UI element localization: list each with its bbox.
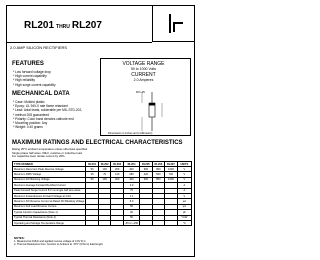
table-cell: °C/W — [177, 215, 191, 220]
table-cell: 50 — [86, 177, 99, 182]
table-row-label: Peak Forward Surge Current 8.3 ms single half sine-wave — [13, 188, 86, 193]
table-cell: 70 — [98, 172, 111, 177]
table-cell: 50 — [86, 167, 99, 172]
table-row-label: Maximum Full Load Reverse Current — [13, 204, 86, 209]
subtitle: 2.0 AMP SILICON RECTIFIERS — [10, 45, 68, 50]
table-cell — [152, 220, 165, 225]
table-cell: 1.1 — [123, 193, 139, 198]
table-cell: 600 — [140, 177, 153, 182]
page-title — [24, 20, 102, 31]
table-cell: 200 — [111, 167, 124, 172]
table-header-cell: RL201 — [86, 162, 99, 167]
table-cell: 20 — [123, 210, 139, 215]
voltage-range-value: 50 to 1000 Volts — [130, 67, 157, 71]
current-label: CURRENT — [131, 71, 156, 78]
mechanical-item: * Lead: Axial leads, solderable per MIL-STD-202, — [13, 108, 82, 112]
table-cell: µA — [177, 199, 191, 204]
notes-list — [14, 240, 103, 247]
feature-item: * High current capability — [13, 74, 56, 78]
table-header-cell: RL207 — [165, 162, 178, 167]
table-cell: A — [177, 183, 191, 188]
table-cell: 70 — [123, 188, 139, 193]
table-cell: 400 — [123, 177, 139, 182]
part-to: RL207 — [71, 20, 102, 31]
table-cell: 100 — [98, 177, 111, 182]
table-cell: 800 — [152, 167, 165, 172]
table-cell: 560 — [152, 172, 165, 177]
table-row-label: Typical Junction Capacitance (Note 1) — [13, 210, 86, 215]
table-row-label: Maximum Recurrent Peak Reverse Voltage — [13, 167, 86, 172]
notes-title: NOTES: — [14, 236, 25, 240]
table-cell: 2.0 — [123, 183, 139, 188]
table-cell: 140 — [111, 172, 124, 177]
table-header-cell: UNITS — [177, 162, 191, 167]
table-cell: pF — [177, 210, 191, 215]
feature-item: * Low forward voltage drop — [13, 70, 56, 74]
mechanical-item: * Weight: 0.40 grams — [13, 125, 82, 129]
table-header-cell: RL204 — [123, 162, 139, 167]
table-row-label: Maximum Average Forward Rectified Current — [13, 183, 86, 188]
dimension-note: Dimensions in inches and (millimeters) — [108, 132, 153, 135]
mechanical-item: * Epoxy: UL 94V-0 rate flame retardant — [13, 104, 82, 108]
table-cell — [165, 220, 178, 225]
note-item: 1. Measured at 1MHz and applied reverse voltage of 4.0V D.C. — [14, 240, 87, 243]
thru-label: THRU — [56, 24, 70, 30]
table-row — [13, 220, 192, 225]
features-title: FEATURES — [12, 61, 44, 67]
table-cell: 5.0 — [123, 199, 139, 204]
voltage-range-label: VOLTAGE RANGE — [122, 61, 165, 67]
feature-item: * High reliability — [13, 78, 56, 82]
table-cell: 35 — [86, 172, 99, 177]
table-cell: °C — [177, 220, 191, 225]
feature-item: * High surge current capability — [13, 83, 56, 87]
table-cell — [111, 220, 124, 225]
table-cell: 200 — [111, 177, 124, 182]
table-cell: 50 — [123, 215, 139, 220]
table-cell: 100 — [98, 167, 111, 172]
table-cell: V — [177, 167, 191, 172]
table-cell: µA — [177, 204, 191, 209]
table-cell: 800 — [152, 177, 165, 182]
features-list — [13, 70, 56, 87]
header-divider — [6, 42, 152, 43]
ratings-note-line: Rating 25°C ambient temperature unless otherwise specified. — [12, 147, 88, 151]
voltage-current-block — [116, 61, 171, 82]
mechanical-title: MECHANICAL DATA — [12, 91, 70, 97]
table-cell: 1000 — [165, 177, 178, 182]
table-cell: V — [177, 193, 191, 198]
ratings-note — [12, 148, 88, 159]
table-cell: 280 — [123, 172, 139, 177]
ratings-note-line: Single phase half wave, 60Hz, resistive or inductive load. — [12, 150, 83, 155]
table-cell: A — [177, 188, 191, 193]
part-from: RL201 — [24, 20, 55, 31]
table-cell: 700 — [165, 172, 178, 177]
table-cell: 50 — [123, 204, 139, 209]
table-header-cell: RL206 — [152, 162, 165, 167]
table-row-label: Maximum DC Reverse Current at Rated DC Blocking Voltage — [14, 200, 85, 204]
note-item: 2. Thermal Resistance from Junction to Ambient at .375" (9.5mm) lead length. — [14, 243, 104, 247]
table-row-label: Maximum RMS Voltage — [13, 172, 86, 177]
current-value: 2.0 Amperes — [133, 77, 154, 82]
ratings-table — [12, 161, 192, 226]
table-row-label: Maximum DC Blocking Voltage — [13, 177, 86, 182]
table-cell — [98, 220, 111, 225]
table-cell: 400 — [123, 167, 139, 172]
mechanical-item: * Mounting position: Any — [13, 121, 82, 125]
table-cell: 600 — [140, 167, 153, 172]
table-cell: V — [177, 177, 191, 182]
logo-icon — [152, 5, 195, 42]
table-cell: 1000 — [165, 167, 178, 172]
table-header-cell: RL203 — [111, 162, 124, 167]
ratings-title: MAXIMUM RATINGS AND ELECTRICAL CHARACTERISTICS — [12, 140, 183, 146]
table-cell: 420 — [140, 172, 153, 177]
table-header-cell: RL205 — [140, 162, 153, 167]
table-cell: -65 to +150 — [124, 221, 139, 225]
mechanical-list — [13, 100, 82, 129]
table-row-label: Typical Thermal Resistance (Note 2) — [13, 215, 86, 220]
table-cell: V — [177, 172, 191, 177]
mechanical-item: * Case: Molded plastic — [13, 100, 82, 104]
table-cell — [140, 220, 153, 225]
table-row-label: Operating and Storage Temperature Range — [13, 220, 86, 225]
package-label: DO-15 — [136, 90, 145, 94]
package-drawing — [132, 89, 182, 133]
table-row-label: Maximum Instantaneous Forward Voltage at 2.0A — [13, 193, 86, 198]
table-header-cell: TYPE NUMBER — [13, 162, 86, 167]
table-header-cell: RL202 — [98, 162, 111, 167]
table-cell — [86, 220, 99, 225]
mechanical-item: * Polarity: Color band denotes cathode end — [13, 117, 82, 121]
ratings-note-line: For capacitive load, derate current by 20%. — [12, 154, 66, 158]
mechanical-item: * method 208 guaranteed — [13, 113, 82, 117]
